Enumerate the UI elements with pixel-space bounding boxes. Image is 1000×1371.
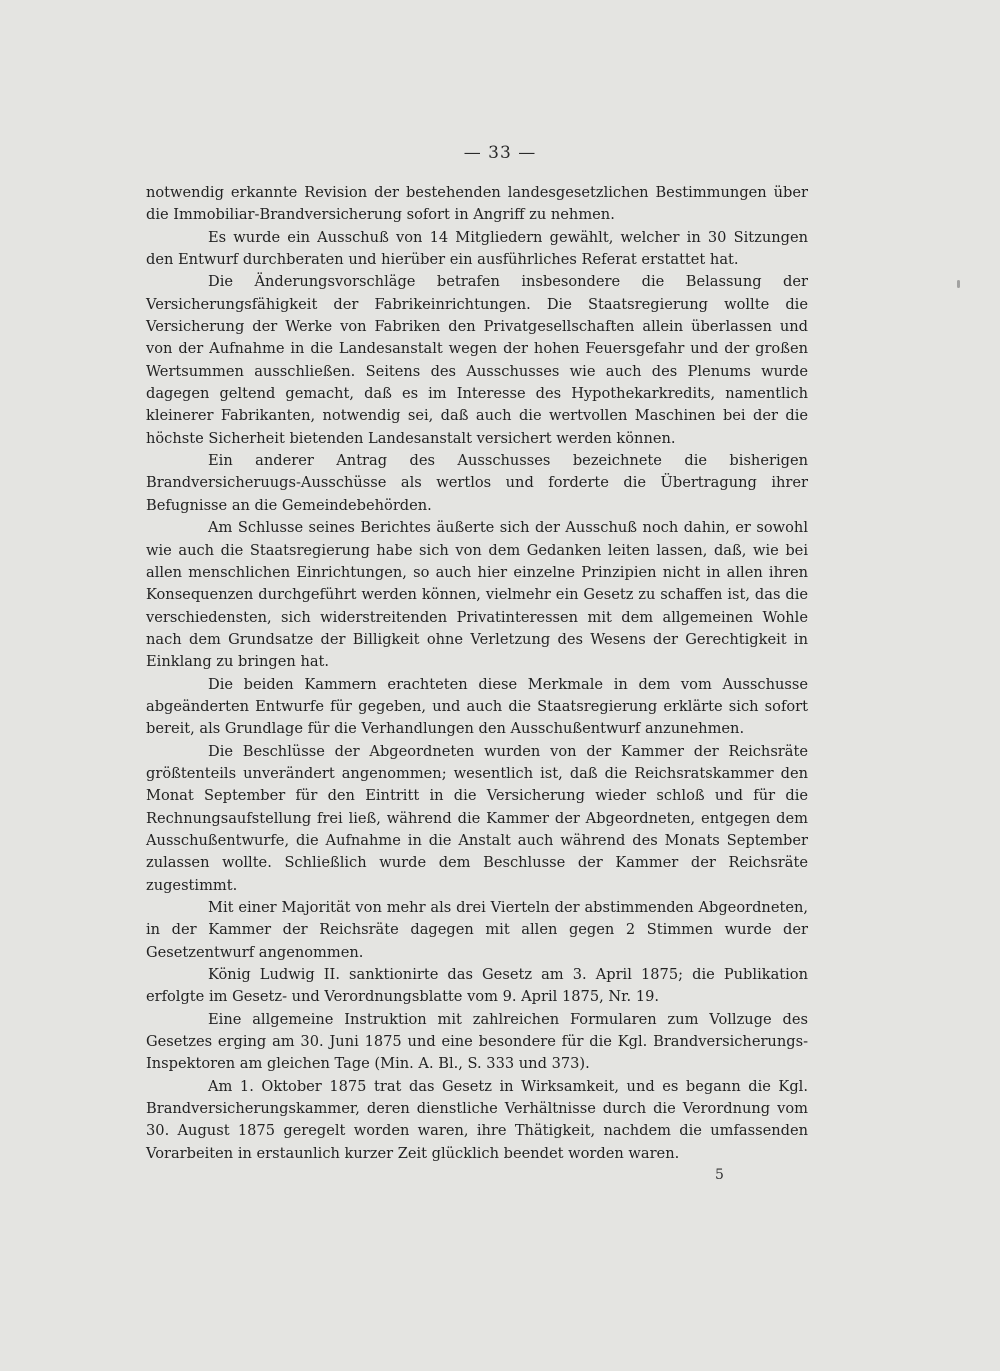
paragraph: König Ludwig II. sanktionirte das Gesetz am 3. April 1875; die Publikation erfolgte im Gesetz- und Verordnungsblatte vom 9. April 1875, Nr. 19. xyxy=(146,966,808,1006)
body-text xyxy=(146,182,808,1165)
page-number: — 33 — xyxy=(463,143,537,163)
paragraph: Die beiden Kammern erachteten diese Merkmale in dem vom Ausschusse abgeänderten Entwurfe für gegeben, und auch die Staatsregierung erklärte sich sofort bereit, als Grundlage für die Verhandlungen den Ausschußentwurf anzunehmen. xyxy=(146,675,808,738)
paragraph: notwendig erkannte Revision der bestehenden landesgesetzlichen Bestimmungen über die Immobiliar-Brandversicherung sofort in Angriff zu nehmen. xyxy=(146,184,808,224)
paragraph: Eine allgemeine Instruktion mit zahlreichen Formularen zum Vollzuge des Gesetzes erging am 30. Juni 1875 und eine besondere für die Kgl. Brandversicherungs-Inspektoren am gleichen Tage (Min. A. Bl., S. 333 und 373). xyxy=(146,1010,808,1073)
paragraph: Am 1. Oktober 1875 trat das Gesetz in Wirksamkeit, und es begann die Kgl. Brandversicherungskammer, deren dienstliche Verhältnisse durch die Verordnung vom 30. August 1875 geregelt worden waren, ihre Thätigkeit, nachdem die umfassenden Vorarbeiten in erstaunlich kurzer Zeit glücklich beendet worden waren. xyxy=(146,1077,808,1162)
paragraph: Die Änderungsvorschläge betrafen insbesondere die Belassung der Versicherungsfähigkeit der Fabrikeinrichtungen. Die Staatsregierung wollte die Versicherung der Werke von Fabriken den Privatgesellschaften allein überlassen und von der Aufnahme in die Landesanstalt wegen der hohen Feuersgefahr und der großen Wertsummen ausschließen. Seitens des Ausschusses wie auch des Plenums wurde dagegen geltend gemacht, daß es im Interesse des Hypothekarkredits, namentlich kleinerer Fabrikanten, notwendig sei, daß auch die wertvollen Maschinen bei der die höchste Sicherheit bietenden Landesanstalt versichert werden können. xyxy=(146,273,808,447)
paragraph: Die Beschlüsse der Abgeordneten wurden von der Kammer der Reichsräte größtenteils unverändert angenommen; wesentlich ist, daß die Reichsratskammer den Monat September für den Eintritt in die Versicherung wieder schloß und für die Rechnungsaufstellung frei ließ, während die Kammer der Abgeordneten, entgegen dem Ausschußentwurfe, die Aufnahme in die Anstalt auch während des Monats September zulassen wollte. Schließlich wurde dem Beschlusse der Kammer der Reichsräte zugestimmt. xyxy=(146,742,808,894)
paragraph: Am Schlusse seines Berichtes äußerte sich der Ausschuß noch dahin, er sowohl wie auch die Staatsregierung habe sich von dem Gedanken leiten lassen, daß, wie bei allen menschlichen Einrichtungen, so auch hier einzelne Prinzipien nicht in allen ihren Konsequenzen durchgeführt werden können, vielmehr ein Gesetz zu schaffen ist, das die verschiedensten, sich widerstreitenden Privatinteressen mit dem allgemeinen Wohle nach dem Grundsatze der Billigkeit ohne Verletzung des Wesens der Gerechtigkeit in Einklang zu bringen hat. xyxy=(146,519,808,671)
scan-speck xyxy=(957,280,960,288)
paragraph: Ein anderer Antrag des Ausschusses bezeichnete die bisherigen Brandversicheruugs-Ausschüsse als wertlos und forderte die Übertragung ihrer Befugnisse an die Gemeindebehörden. xyxy=(146,452,808,514)
paragraph: Es wurde ein Ausschuß von 14 Mitgliedern gewählt, welcher in 30 Sitzungen den Entwurf durchberaten und hierüber ein ausführliches Referat erstattet hat. xyxy=(146,228,808,269)
signature-mark: 5 xyxy=(715,1167,724,1183)
paragraph: Mit einer Majorität von mehr als drei Vierteln der abstimmenden Abgeordneten, in der Kammer der Reichsräte dagegen mit allen gegen 2 Stimmen wurde der Gesetzentwurf angenommen. xyxy=(146,899,808,961)
